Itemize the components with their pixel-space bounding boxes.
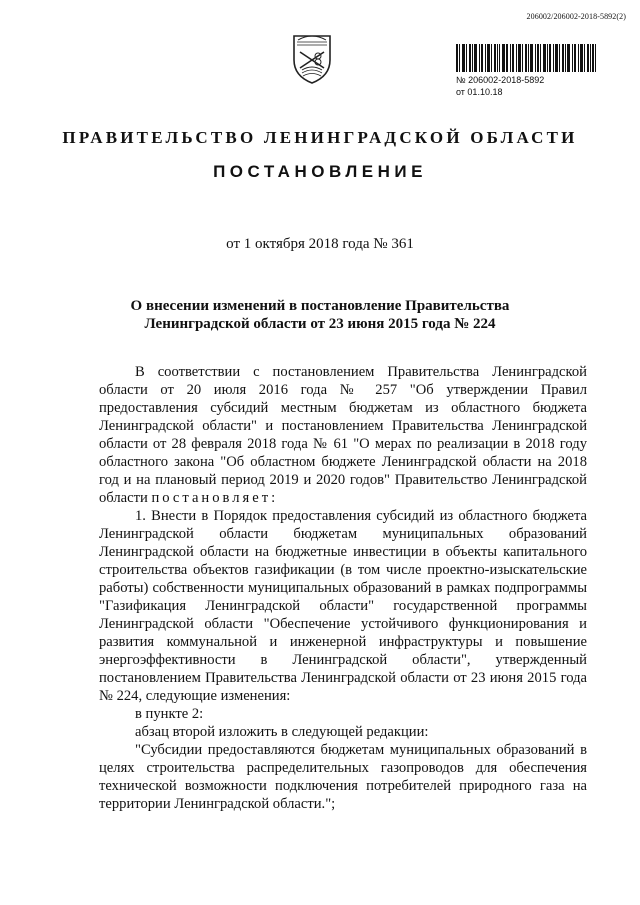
government-title: ПРАВИТЕЛЬСТВО ЛЕНИНГРАДСКОЙ ОБЛАСТИ	[62, 128, 578, 147]
document-subject	[80, 297, 560, 333]
paragraph-preamble	[99, 363, 587, 507]
document-body	[99, 363, 587, 813]
coat-of-arms-icon	[288, 30, 336, 86]
subject-line-1: О внесении изменений в постановление Правительства	[130, 298, 510, 314]
resolves-word: постановляет:	[151, 490, 279, 506]
registration-block	[456, 44, 596, 98]
paragraph-item-1: 1. Внести в Порядок предоставления субсидий из областного бюджета Ленинградской области бюджетам муниципальных образований Ленинградской области на бюджетные инвестиции в объекты капитального строительства объектов газификации (в том числе проектно-изыскательские работы) собственности муниципальных образований в рамках подпрограммы "Газификация Ленинградской области" государственной программы Ленинградской области "Обеспечение устойчивого функционирования и развития коммунальной и инженерной инфраструктуры и повышение энергоэффективности в Ленинградской области", утвержденный постановлением Правительства Ленинградской области от 23 июня 2015 года № 224, следующие изменения:	[99, 508, 587, 704]
paragraph-point-2: в пункте 2:	[135, 706, 204, 722]
document-code: 206002/206002-2018-5892(2)	[526, 12, 626, 21]
paragraph-instruction: абзац второй изложить в следующей редакции:	[135, 724, 429, 740]
subject-line-2: Ленинградской области от 23 июня 2015 года № 224	[144, 316, 496, 332]
registration-number: № 206002-2018-5892	[456, 75, 545, 85]
paragraph-new-wording: "Субсидии предоставляются бюджетам муниципальных образований в целях строительства распределительных газопроводов для обеспечения технической возможности подключения потребителей природного газа на территории Ленинградской области.";	[99, 742, 587, 812]
preamble-text: В соответствии с постановлением Правительства Ленинградской области от 20 июля 2016 года № 257 "Об утверждении Правил предоставления субсидий местным бюджетам из областного бюджета Ленинградской области" и постановлением Правительства Ленинградской области от 28 февраля 2018 года № 61 "О мерах по реализации в 2018 году областного закона "Об областном бюджете Ленинградской области на 2018 год и на плановый период 2019 и 2020 годов" Правительство Ленинградской области	[99, 364, 587, 506]
registration-date: от 01.10.18	[456, 87, 503, 97]
document-type: ПОСТАНОВЛЕНИЕ	[213, 162, 427, 181]
document-date-line: от 1 октября 2018 года № 361	[226, 236, 414, 252]
barcode-icon	[456, 44, 596, 72]
